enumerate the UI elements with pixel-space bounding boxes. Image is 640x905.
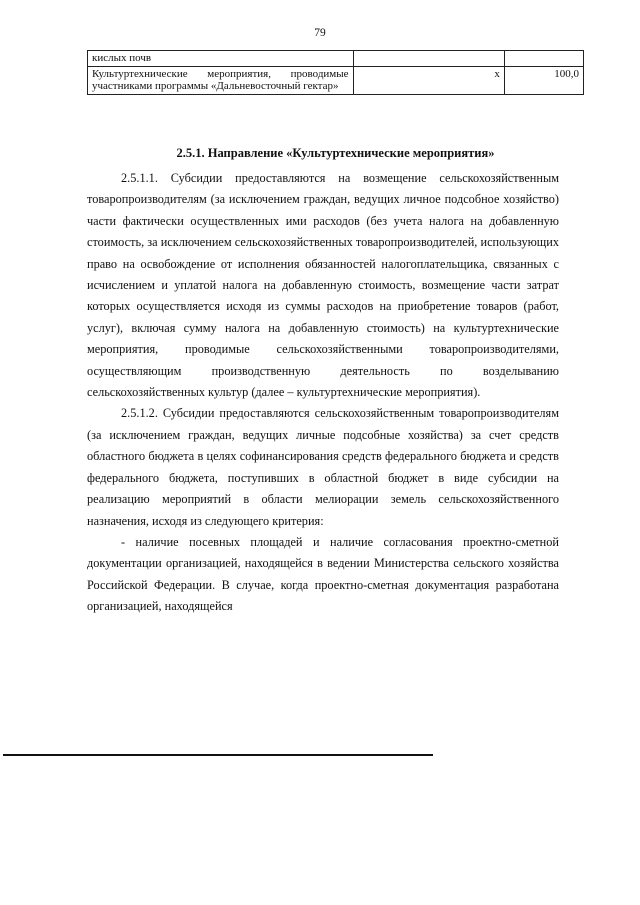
table-cell-label: кислых почв xyxy=(88,51,354,67)
table-cell-value: 100,0 xyxy=(504,66,583,94)
page-number: 79 xyxy=(314,27,326,39)
table-row xyxy=(88,66,584,94)
paragraph: 2.5.1.1. Субсидии предоставляются на возмещение сельскохозяйственным товаропроизводителям (за исключением граждан, ведущих личное подсобное хозяйство) части фактически осуществленных ими расходов (без учета налога на добавленную стоимость, за исключением сельскохозяйственных товаропроизводителей, использующих право на освобождение от исполнения обязанностей налогоплательщика, связанных с исчислением и уплатой налога на добавленную стоимость, возмещение части затрат которых осуществляется исходя из суммы расходов на приобретение товаров (работ, услуг), включая сумму налога на добавленную стоимость) на культуртехнические мероприятия, проводимые сельскохозяйственными товаропроизводителями, осуществляющим производственную деятельность по возделыванию сельскохозяйственных культур (далее – культуртехнические мероприятия). xyxy=(87,171,559,400)
section-body xyxy=(87,168,559,618)
paragraph: - наличие посевных площадей и наличие согласования проектно-сметной документации организацией, находящейся в ведении Министерства сельского хозяйства Российской Федерации. В случае, когда проектно-сметная документация разработана организацией, находящейся xyxy=(87,534,559,614)
table-row xyxy=(88,51,584,67)
paragraph: 2.5.1.2. Субсидии предоставляются сельскохозяйственным товаропроизводителям (за исключением граждан, ведущих личные подсобные хозяйства) за счет средств областного бюджета в целях софинансирования средств федерального бюджета и средств федерального бюджета, поступивших в областной бюджет в виде субсидии на реализацию мероприятий в области мелиорации земель сельскохозяйственного назначения, исходя из следующего критерия: xyxy=(87,406,559,528)
section-heading: 2.5.1. Направление «Культуртехнические мероприятия» xyxy=(176,146,495,160)
table-cell xyxy=(353,51,504,67)
footnote-divider xyxy=(3,754,433,756)
table-cell: x xyxy=(353,66,504,94)
table-cell-label xyxy=(88,66,354,94)
row-label-text: Культуртехнические мероприятия, проводимые участниками программы «Дальневосточный гектар» xyxy=(92,67,349,92)
table-cell xyxy=(504,51,583,67)
budget-table xyxy=(87,50,584,95)
